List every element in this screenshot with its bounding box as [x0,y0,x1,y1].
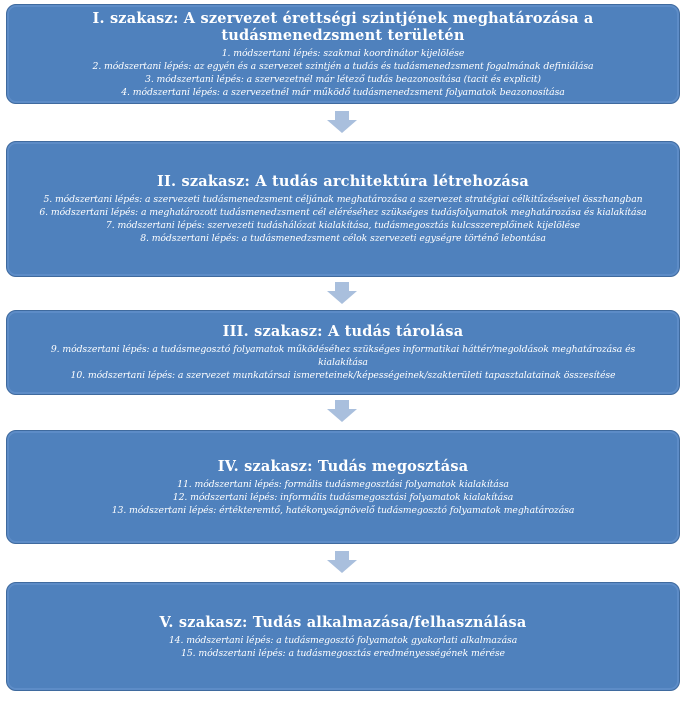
stage-5-title: V. szakasz: Tudás alkalmazása/felhasználása [159,613,527,631]
stage-1-steps [93,47,594,99]
stage-2-box [6,141,680,277]
step-1: 1. módszertani lépés: szakmai koordinátor kijelölése [221,47,465,59]
stage-5-steps [169,634,517,660]
stage-1-box [6,4,680,104]
step-8: 8. módszertani lépés: a tudásmenedzsment célok szervezeti egységre történő lebontása [140,233,546,244]
step-6: 6. módszertani lépés: a meghatározott tudásmenedzsment cél eléréséhez szükséges tudásfolyamatok meghatározása és kialakítása [39,207,647,218]
stage-3-steps [33,343,653,382]
down-arrow-icon [326,282,358,304]
stage-2-steps [39,193,646,245]
stage-2-title: II. szakasz: A tudás architektúra létrehozása [157,173,529,190]
step-4: 4. módszertani lépés: a szervezetnél már működő tudásmenedzsment folyamatok beazonosítása [121,86,565,98]
stage-4-box [6,430,680,544]
stage-3-title: III. szakasz: A tudás tárolása [222,323,464,340]
stage-1-title: I. szakasz: A szervezet érettségi szintjének meghatározása a tudásmenedzsment területén [92,9,594,44]
step-13: 13. módszertani lépés: értékteremtő, hatékonyságnövelő tudásmegosztó folyamatok meghatározása [111,504,575,516]
step-7: 7. módszertani lépés: szervezeti tudáshálózat kialakítása, tudásmegosztás kulcsszereplőinek kijelölése [105,220,581,231]
step-12: 12. módszertani lépés: informális tudásmegosztási folyamatok kialakítása [172,491,514,503]
step-15: 15. módszertani lépés: a tudásmegosztás eredményességének mérése [181,647,505,659]
down-arrow-icon [326,551,358,573]
stage-4-title: IV. szakasz: Tudás megosztása [217,457,469,475]
down-arrow-icon [326,111,358,133]
step-10: 10. módszertani lépés: a szervezet munkatársai ismereteinek/képességeinek/szakterületi tapasztalatainak összesítése [70,370,616,381]
step-14: 14. módszertani lépés: a tudásmegosztó folyamatok gyakorlati alkalmazása [168,634,518,646]
stage-3-box [6,310,680,395]
step-2: 2. módszertani lépés: az egyén és a szervezet szintjén a tudás és tudásmenedzsment fogalmának definiálása [92,60,594,72]
step-9: 9. módszertani lépés: a tudásmegosztó folyamatok működéséhez szükséges informatikai háttér/megoldások meghatározása és kialakítása [50,344,636,368]
stage-5-box [6,582,680,691]
step-5: 5. módszertani lépés: a szervezeti tudásmenedzsment céljának meghatározása a szervezet stratégiai célkitűzéseivel összhangban [43,194,643,205]
stage-4-steps [112,478,575,517]
step-11: 11. módszertani lépés: formális tudásmegosztási folyamatok kialakítása [177,478,509,490]
step-3: 3. módszertani lépés: a szervezetnél már létező tudás beazonosítása (tacit és explicit) [145,73,541,85]
down-arrow-icon [326,400,358,422]
